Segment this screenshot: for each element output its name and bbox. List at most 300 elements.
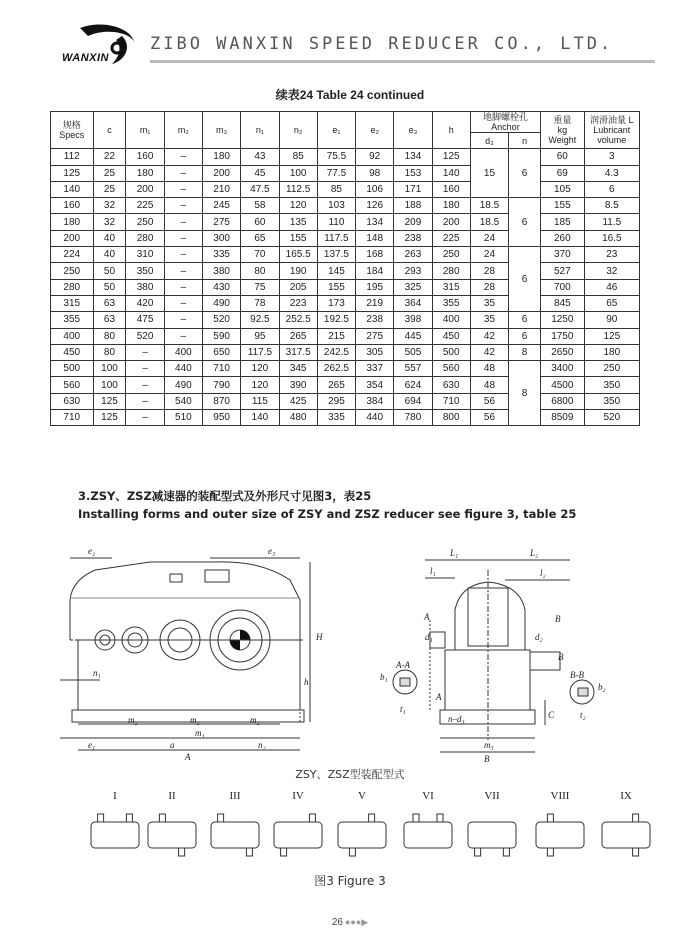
label-A-bottom: A (436, 692, 442, 702)
table-row (51, 393, 640, 409)
table-cell: 40 (93, 230, 126, 246)
label-n-d3: n–d₃ (448, 714, 465, 724)
table-cell: 200 (51, 230, 94, 246)
table-cell-n: 6 (509, 328, 541, 344)
table-cell: 315 (51, 295, 94, 311)
table-cell: 195 (356, 279, 394, 295)
installing-form-8 (530, 790, 590, 860)
label-B-bottom: B (484, 754, 490, 764)
table-cell: 125 (584, 328, 639, 344)
table-cell: 180 (51, 214, 94, 230)
table-row (51, 214, 640, 230)
table-row (51, 377, 640, 393)
table-cell-n: 8 (509, 361, 541, 426)
table-cell: 315 (432, 279, 470, 295)
table-cell: 110 (317, 214, 355, 230)
header-rule (150, 60, 655, 63)
section-heading-cn: 3.ZSY、ZSZ减速器的装配型式及外形尺寸见图3，表25 (78, 489, 372, 503)
table-cell: 305 (356, 344, 394, 360)
label-L1: L₁ (450, 548, 459, 558)
table-cell: 120 (241, 361, 279, 377)
label-n2: n₂ (258, 740, 266, 750)
table-cell: 32 (93, 198, 126, 214)
table-cell: 225 (126, 198, 164, 214)
table-cell: 440 (164, 361, 202, 377)
table-cell: 325 (394, 279, 432, 295)
table-cell: 445 (394, 328, 432, 344)
table-cell: 355 (432, 295, 470, 311)
table-cell: 95 (241, 328, 279, 344)
label-n1: n₁ (93, 668, 101, 678)
table-cell: 245 (203, 198, 241, 214)
table-cell: 209 (394, 214, 432, 230)
table-cell-d3: 18.5 (470, 198, 508, 214)
table-title: 续表24 Table 24 continued (275, 88, 425, 102)
table-cell: 140 (241, 410, 279, 426)
table-row (51, 361, 640, 377)
table-cell: 155 (317, 279, 355, 295)
table-cell: 185 (541, 214, 585, 230)
table-cell-d3: 56 (470, 393, 508, 409)
table-cell: 263 (394, 247, 432, 263)
table-cell: 870 (203, 393, 241, 409)
header-c: c (93, 112, 126, 149)
table-cell: 3400 (541, 361, 585, 377)
table-cell: 60 (541, 149, 585, 165)
label-m1: m₁ (195, 728, 205, 738)
label-A: A (185, 752, 191, 762)
installing-form-4 (268, 790, 328, 860)
header-n2: n₂ (279, 112, 317, 149)
table-cell: 250 (432, 247, 470, 263)
table-cell: 425 (279, 393, 317, 409)
table-cell: 250 (584, 361, 639, 377)
table-cell: 125 (51, 165, 94, 181)
table-cell-d3: 42 (470, 344, 508, 360)
table-cell: 384 (356, 393, 394, 409)
company-name: ZIBO WANXIN SPEED REDUCER CO., LTD. (150, 34, 614, 54)
table-cell: 160 (51, 198, 94, 214)
table-row (51, 247, 640, 263)
table-cell: 400 (51, 328, 94, 344)
installing-form-label: VIII (550, 790, 570, 802)
table-cell: 275 (203, 214, 241, 230)
table-cell: 295 (317, 393, 355, 409)
table-cell: 440 (356, 410, 394, 426)
table-row (51, 410, 640, 426)
label-section-A: A (424, 612, 430, 622)
table-row (51, 149, 640, 165)
table-cell: 106 (356, 181, 394, 197)
side-view-labels (380, 548, 606, 764)
label-section-AA: A-A (396, 660, 410, 670)
table-cell: 200 (432, 214, 470, 230)
table-cell: 520 (203, 312, 241, 328)
table-cell: 390 (279, 377, 317, 393)
table-cell: – (164, 279, 202, 295)
label-l2: l₂ (540, 568, 546, 578)
table-cell: 63 (93, 312, 126, 328)
label-a: a (170, 740, 175, 750)
table-cell: 80 (93, 328, 126, 344)
table-cell: – (164, 181, 202, 197)
reducer-form-icon (596, 808, 656, 860)
table-cell: 75.5 (317, 149, 355, 165)
table-row (51, 295, 640, 311)
table-cell: 335 (317, 410, 355, 426)
table-cell: 155 (541, 198, 585, 214)
table-cell: 188 (394, 198, 432, 214)
reducer-drawing (0, 540, 700, 780)
table-cell: 40 (93, 247, 126, 263)
page-header (0, 0, 700, 80)
table-cell: 265 (317, 377, 355, 393)
table-cell: 180 (432, 198, 470, 214)
table-cell: 112 (51, 149, 94, 165)
table-cell: 845 (541, 295, 585, 311)
table-cell: 25 (93, 181, 126, 197)
table-cell: 2650 (541, 344, 585, 360)
table-cell: 265 (279, 328, 317, 344)
table-cell: – (126, 393, 164, 409)
table-cell: 242.5 (317, 344, 355, 360)
label-e2: e₂ (88, 546, 96, 556)
table-cell-d3: 24 (470, 230, 508, 246)
table-cell: 490 (203, 295, 241, 311)
table-cell: 490 (164, 377, 202, 393)
table-cell: 4500 (541, 377, 585, 393)
table-cell: 450 (51, 344, 94, 360)
table-cell: – (164, 247, 202, 263)
table-cell-n: 6 (509, 247, 541, 312)
table-cell: 180 (203, 149, 241, 165)
table-cell: 85 (279, 149, 317, 165)
table-cell: 120 (241, 377, 279, 393)
table-cell: 25 (93, 165, 126, 181)
table-cell: 11.5 (584, 214, 639, 230)
table-cell: 140 (432, 165, 470, 181)
table-cell: 32 (93, 214, 126, 230)
table-cell: 238 (394, 230, 432, 246)
table-cell: 337 (356, 361, 394, 377)
table-cell: 173 (317, 295, 355, 311)
table-cell: 100 (93, 377, 126, 393)
label-l1: l₁ (430, 566, 436, 576)
table-cell: 22 (93, 149, 126, 165)
table-cell: 80 (241, 263, 279, 279)
table-row (51, 344, 640, 360)
table-cell-n: 8 (509, 344, 541, 360)
table-cell: 117.5 (241, 344, 279, 360)
table-cell: – (164, 230, 202, 246)
label-L2: L₂ (530, 548, 539, 558)
header-e1: e₁ (317, 112, 355, 149)
table-cell: 345 (279, 361, 317, 377)
header-anchor: 地脚螺栓孔 Anchor (470, 112, 540, 133)
table-cell: 630 (432, 377, 470, 393)
table-cell: 115 (241, 393, 279, 409)
label-t2: t₂ (580, 710, 586, 720)
table-cell: 210 (203, 181, 241, 197)
table-cell: 120 (279, 198, 317, 214)
label-h: h (304, 677, 309, 687)
table-cell: 370 (541, 247, 585, 263)
page-number (0, 917, 700, 928)
table-cell: 148 (356, 230, 394, 246)
spec-table (50, 111, 640, 426)
table-cell: 1250 (541, 312, 585, 328)
table-cell: 58 (241, 198, 279, 214)
installing-form-6 (398, 790, 458, 860)
table-cell: 280 (51, 279, 94, 295)
table-cell-d3: 15 (470, 149, 508, 198)
table-cell-d3: 35 (470, 295, 508, 311)
installing-form-2 (142, 790, 202, 860)
table-cell: 85 (317, 181, 355, 197)
table-cell: 192.5 (317, 312, 355, 328)
table-row (51, 312, 640, 328)
header-m2: m₂ (164, 112, 202, 149)
table-cell: 317.5 (279, 344, 317, 360)
table-cell: 180 (126, 165, 164, 181)
table-cell: 80 (93, 344, 126, 360)
table-cell: – (164, 198, 202, 214)
assembly-caption: ZSY、ZSZ型装配型式 (295, 768, 405, 781)
table-row (51, 181, 640, 197)
table-cell: 260 (541, 230, 585, 246)
table-cell: – (164, 263, 202, 279)
table-row (51, 198, 640, 214)
installing-form-3 (205, 790, 265, 860)
installing-form-label: III (229, 790, 241, 802)
header-d3: d₃ (470, 133, 508, 149)
label-e1: e₁ (88, 740, 96, 750)
table-cell: 238 (356, 312, 394, 328)
header-h: h (432, 112, 470, 149)
table-cell: 560 (51, 377, 94, 393)
table-cell: 800 (432, 410, 470, 426)
table-cell: 252.5 (279, 312, 317, 328)
label-e3: e₃ (268, 546, 276, 556)
header-e2: e₂ (356, 112, 394, 149)
table-cell: 560 (432, 361, 470, 377)
header-e3: e₃ (394, 112, 432, 149)
table-cell: – (164, 295, 202, 311)
table-cell: 125 (432, 149, 470, 165)
table-cell: 790 (203, 377, 241, 393)
page-number-value: 26 (331, 917, 343, 928)
reducer-form-icon (142, 808, 202, 860)
table-cell: 250 (126, 214, 164, 230)
label-b2: b₂ (598, 682, 606, 692)
table-cell: 134 (356, 214, 394, 230)
installing-form-label: VII (484, 790, 500, 802)
table-cell: 92 (356, 149, 394, 165)
reducer-form-icon (205, 808, 265, 860)
page-arrows-icon: ●●●▶ (344, 917, 369, 927)
table-cell: 103 (317, 198, 355, 214)
table-cell: 250 (51, 263, 94, 279)
installing-form-label: IV (292, 790, 304, 802)
table-cell-n: 6 (509, 198, 541, 247)
table-cell: 398 (394, 312, 432, 328)
table-row (51, 328, 640, 344)
table-cell: 60 (241, 214, 279, 230)
table-cell: 364 (394, 295, 432, 311)
table-cell: 380 (126, 279, 164, 295)
table-cell: 3 (584, 149, 639, 165)
table-cell: 262.5 (317, 361, 355, 377)
table-cell: 780 (394, 410, 432, 426)
table-cell: 75 (241, 279, 279, 295)
table-cell: 694 (394, 393, 432, 409)
table-cell: 335 (203, 247, 241, 263)
table-cell-d3: 28 (470, 279, 508, 295)
table-cell-d3: 56 (470, 410, 508, 426)
table-cell: 450 (432, 328, 470, 344)
table-cell: 78 (241, 295, 279, 311)
table-cell: 630 (51, 393, 94, 409)
table-cell: 8.5 (584, 198, 639, 214)
side-view (393, 560, 594, 752)
table-cell: 6800 (541, 393, 585, 409)
front-view (60, 558, 310, 750)
table-cell: 355 (51, 312, 94, 328)
table-cell: 380 (203, 263, 241, 279)
installing-form-label: V (358, 790, 366, 802)
table-cell: – (164, 214, 202, 230)
table-cell: – (126, 344, 164, 360)
installing-forms (0, 790, 700, 860)
table-cell: 510 (164, 410, 202, 426)
table-row (51, 165, 640, 181)
table-cell-d3: 24 (470, 247, 508, 263)
table-cell: 420 (126, 295, 164, 311)
table-cell: 950 (203, 410, 241, 426)
table-cell: 153 (394, 165, 432, 181)
table-cell: 4.3 (584, 165, 639, 181)
table-cell: 500 (51, 361, 94, 377)
table-cell: 224 (51, 247, 94, 263)
reducer-form-icon (530, 808, 590, 860)
table-cell: 32 (584, 263, 639, 279)
table-row (51, 279, 640, 295)
label-d1: d₁ (425, 632, 433, 642)
reducer-form-icon (268, 808, 328, 860)
table-cell: 520 (584, 410, 639, 426)
table-cell: 171 (394, 181, 432, 197)
table-cell: 527 (541, 263, 585, 279)
reducer-form-icon (462, 808, 522, 860)
table-cell: 105 (541, 181, 585, 197)
installing-form-label: IX (620, 790, 632, 802)
table-cell: 180 (584, 344, 639, 360)
table-cell: 350 (584, 377, 639, 393)
label-m3: m₃ (484, 740, 494, 750)
spec-table-body (51, 149, 640, 426)
table-cell: 100 (93, 361, 126, 377)
table-cell-d3: 48 (470, 377, 508, 393)
table-cell: 280 (126, 230, 164, 246)
table-cell: – (126, 377, 164, 393)
installing-form-label: VI (422, 790, 434, 802)
label-m2b: m₂ (190, 715, 200, 725)
table-cell: 69 (541, 165, 585, 181)
table-cell: 98 (356, 165, 394, 181)
label-C: C (548, 710, 555, 720)
logo-text: WANXIN (62, 52, 109, 64)
table-cell: 400 (164, 344, 202, 360)
table-cell: – (164, 165, 202, 181)
label-B: B (558, 652, 564, 662)
table-cell-d3: 18.5 (470, 214, 508, 230)
table-cell: 590 (203, 328, 241, 344)
table-cell-d3: 42 (470, 328, 508, 344)
table-cell: 350 (584, 393, 639, 409)
table-cell: 650 (203, 344, 241, 360)
table-cell: 300 (203, 230, 241, 246)
table-cell: 145 (317, 263, 355, 279)
figure-caption: 图3 Figure 3 (314, 874, 386, 888)
reducer-form-icon (332, 808, 392, 860)
table-cell: 65 (241, 230, 279, 246)
table-cell-d3: 35 (470, 312, 508, 328)
label-d2: d₂ (535, 632, 543, 642)
table-cell: 557 (394, 361, 432, 377)
table-cell: 23 (584, 247, 639, 263)
header-n1: n₁ (241, 112, 279, 149)
table-cell: 500 (432, 344, 470, 360)
table-cell: 1750 (541, 328, 585, 344)
table-cell-d3: 48 (470, 361, 508, 377)
table-cell: – (164, 328, 202, 344)
table-cell: 700 (541, 279, 585, 295)
table-cell: 65 (584, 295, 639, 311)
table-cell: – (126, 410, 164, 426)
table-row (51, 263, 640, 279)
table-cell: 135 (279, 214, 317, 230)
table-cell: 155 (279, 230, 317, 246)
table-cell: 92.5 (241, 312, 279, 328)
table-cell: 47.5 (241, 181, 279, 197)
table-cell: 505 (394, 344, 432, 360)
table-cell: 6 (584, 181, 639, 197)
section-heading-en: Installing forms and outer size of ZSY and ZSZ reducer see figure 3, table 25 (78, 507, 577, 521)
table-cell: 190 (279, 263, 317, 279)
table-cell: 184 (356, 263, 394, 279)
table-cell: – (164, 312, 202, 328)
table-cell-d3: 28 (470, 263, 508, 279)
table-cell: 126 (356, 198, 394, 214)
table-cell: 8509 (541, 410, 585, 426)
table-cell: 165.5 (279, 247, 317, 263)
table-cell: 215 (317, 328, 355, 344)
label-t1: t₁ (400, 704, 406, 714)
installing-form-label: I (113, 790, 117, 802)
header-m3: m₃ (203, 112, 241, 149)
table-cell-n: 6 (509, 312, 541, 328)
table-cell: 63 (93, 295, 126, 311)
table-cell: 710 (432, 393, 470, 409)
table-cell: 350 (126, 263, 164, 279)
label-b1: b₁ (380, 672, 388, 682)
table-cell: 354 (356, 377, 394, 393)
table-cell: 624 (394, 377, 432, 393)
installing-form-9 (596, 790, 656, 860)
table-cell: 160 (126, 149, 164, 165)
table-cell: 100 (279, 165, 317, 181)
header-weight: 重量 kg Weight (541, 112, 585, 149)
